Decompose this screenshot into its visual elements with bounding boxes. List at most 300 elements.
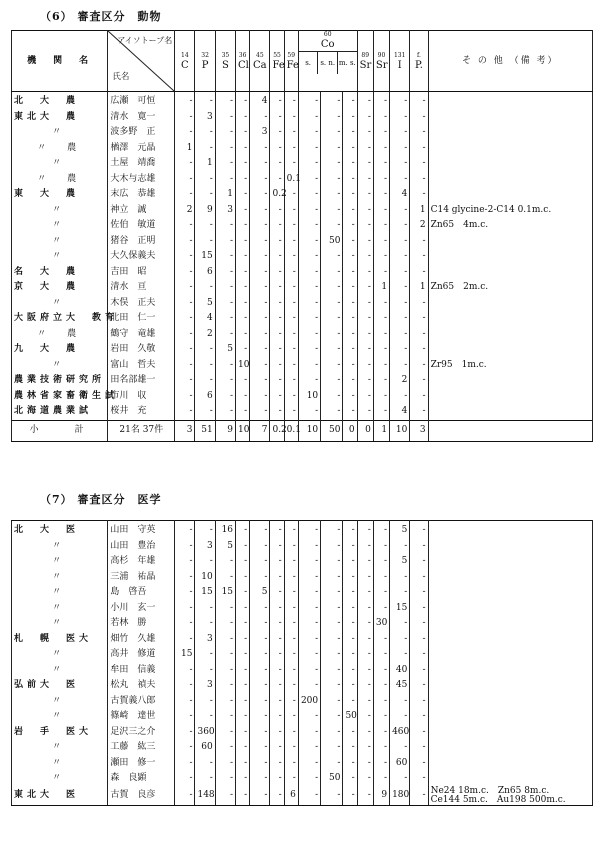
value-cell: 45 [390,678,410,694]
org-cell: 〃 [12,358,108,374]
value-cell: - [175,296,195,312]
value-cell: - [321,694,343,710]
value-cell: - [357,141,373,157]
value-cell: - [270,787,284,806]
value-cell: - [390,203,410,219]
value-cell: - [195,218,215,234]
value-cell: 4 [390,187,410,203]
value-cell: - [373,125,389,141]
value-cell: - [270,521,284,539]
value-cell: - [321,570,343,586]
value-cell: - [373,187,389,203]
value-cell: - [215,156,235,172]
value-cell: - [357,787,373,806]
value-cell: - [236,110,250,126]
subtotal-value: 0.1 [284,420,298,441]
remarks-cell [428,539,592,555]
value-cell: - [390,249,410,265]
value-cell: - [298,632,320,648]
value-cell: - [195,125,215,141]
value-cell: - [343,389,357,405]
value-cell: - [298,327,320,343]
value-cell: - [270,632,284,648]
name-cell: 高井 修道 [108,647,175,663]
value-cell: - [390,740,410,756]
value-cell: - [373,373,389,389]
value-cell: - [321,125,343,141]
value-cell: - [321,601,343,617]
value-cell: 148 [195,787,215,806]
org-cell: 〃 [12,249,108,265]
value-cell: - [410,570,428,586]
value-cell: - [410,125,428,141]
remarks-cell [428,404,592,420]
value-cell: 2 [195,327,215,343]
remarks-cell [428,249,592,265]
value-cell: - [410,92,428,110]
name-cell: 田名部雄一 [108,373,175,389]
value-cell: - [175,249,195,265]
value-cell: - [373,110,389,126]
value-cell: - [175,125,195,141]
value-cell: - [410,787,428,806]
value-cell: - [357,311,373,327]
value-cell: 5 [215,539,235,555]
value-cell: - [321,663,343,679]
table-row [12,156,593,172]
value-cell: - [215,756,235,772]
header-element-35S: 35 S [215,31,235,92]
value-cell: - [373,554,389,570]
org-cell: 弘前大 医 [12,678,108,694]
value-cell: - [298,709,320,725]
table-row [12,92,593,110]
value-cell: - [357,110,373,126]
org-cell: 農林省家畜衛生試 [12,389,108,405]
value-cell: - [195,554,215,570]
value-cell: - [410,265,428,281]
table-row [12,404,593,420]
subtotal-value: 51 [195,420,215,441]
value-cell: - [250,265,270,281]
value-cell: - [357,156,373,172]
value-cell: - [357,296,373,312]
table-row [12,296,593,312]
value-cell: - [270,110,284,126]
value-cell: - [357,389,373,405]
value-cell: - [195,601,215,617]
value-cell: - [298,601,320,617]
value-cell: - [373,172,389,188]
value-cell: - [215,554,235,570]
value-cell: - [357,570,373,586]
value-cell: - [373,389,389,405]
value-cell: - [390,296,410,312]
org-cell: 〃 [12,203,108,219]
value-cell: - [236,187,250,203]
value-cell: - [373,358,389,374]
remarks-cell [428,570,592,586]
value-cell: - [175,616,195,632]
value-cell: - [195,756,215,772]
value-cell: - [250,771,270,787]
value-cell: 4 [250,92,270,110]
org-cell: 〃 [12,709,108,725]
value-cell: - [357,694,373,710]
value-cell: - [236,678,250,694]
value-cell: - [343,218,357,234]
value-cell: - [284,141,298,157]
value-cell: - [175,358,195,374]
value-cell: - [250,756,270,772]
value-cell: - [284,218,298,234]
org-cell: 〃 [12,570,108,586]
value-cell: - [410,601,428,617]
value-cell: - [270,570,284,586]
value-cell: - [373,311,389,327]
value-cell: - [298,234,320,250]
value-cell: - [357,404,373,420]
value-cell: - [321,187,343,203]
table-row [12,663,593,679]
subtotal-value: 0.2 [270,420,284,441]
value-cell: - [390,585,410,601]
value-cell: - [298,404,320,420]
value-cell: - [270,616,284,632]
value-cell: 6 [195,389,215,405]
value-cell: - [195,141,215,157]
value-cell: - [284,110,298,126]
value-cell: - [215,358,235,374]
value-cell: - [343,92,357,110]
value-cell: - [236,756,250,772]
value-cell: - [195,234,215,250]
value-cell: - [357,280,373,296]
value-cell: - [284,187,298,203]
value-cell: - [321,709,343,725]
value-cell: - [321,203,343,219]
value-cell: 2 [175,203,195,219]
value-cell: - [270,678,284,694]
remarks-cell [428,756,592,772]
value-cell: - [343,632,357,648]
value-cell: - [298,616,320,632]
remarks-cell [428,709,592,725]
value-cell: 3 [215,203,235,219]
value-cell: 6 [284,787,298,806]
org-cell: 大阪府立大 教育 [12,311,108,327]
table-row [12,694,593,710]
value-cell: 10 [298,389,320,405]
value-cell: - [250,616,270,632]
value-cell: 5 [195,296,215,312]
value-cell: - [215,110,235,126]
value-cell: - [215,234,235,250]
value-cell: - [270,172,284,188]
value-cell: - [270,92,284,110]
value-cell: - [250,389,270,405]
value-cell: - [195,709,215,725]
value-cell: - [270,265,284,281]
subtotal-value: 0 [357,420,373,441]
table-row [12,172,593,188]
value-cell: - [270,203,284,219]
value-cell: - [215,616,235,632]
value-cell: - [357,539,373,555]
value-cell: - [284,311,298,327]
value-cell: - [343,647,357,663]
value-cell: - [175,709,195,725]
value-cell: - [284,234,298,250]
value-cell: - [270,125,284,141]
value-cell: - [357,601,373,617]
value-cell: - [321,756,343,772]
value-cell: - [195,373,215,389]
value-cell: - [373,539,389,555]
value-cell: - [236,342,250,358]
value-cell: - [215,172,235,188]
value-cell: - [236,327,250,343]
value-cell: - [410,521,428,539]
value-cell: - [321,358,343,374]
value-cell: - [175,554,195,570]
value-cell: - [175,187,195,203]
value-cell: 9 [373,787,389,806]
value-cell: - [175,678,195,694]
name-cell: 島 啓吾 [108,585,175,601]
value-cell: - [373,570,389,586]
value-cell: 15 [175,647,195,663]
value-cell: - [357,554,373,570]
subtotal-value: 3 [410,420,428,441]
header-element-36Cl: 36 Cl [236,31,250,92]
header-remarks-label: そ の 他 （備 考） [428,31,592,92]
value-cell: - [321,156,343,172]
value-cell: - [236,771,250,787]
table-row [12,110,593,126]
remarks-cell [428,110,592,126]
section6-table [11,30,593,442]
name-cell: 猪谷 正明 [108,234,175,250]
table-row [12,141,593,157]
value-cell: - [284,632,298,648]
value-cell: - [373,404,389,420]
value-cell: - [343,249,357,265]
value-cell: - [284,373,298,389]
remarks-cell: C14 glycine-2-C14 0.1m.c. [428,203,592,219]
org-cell: 〃 農 [12,172,108,188]
header-isotope-label: アイソトープ名 [117,36,173,45]
value-cell: - [343,265,357,281]
value-cell: - [410,311,428,327]
value-cell: - [215,725,235,741]
value-cell: - [390,156,410,172]
value-cell: - [195,521,215,539]
value-cell: - [410,172,428,188]
org-cell: 東北大 医 [12,787,108,806]
org-cell: 〃 [12,156,108,172]
value-cell: - [343,521,357,539]
subtotal-remarks [428,420,592,441]
value-cell: - [410,585,428,601]
value-cell: - [373,156,389,172]
value-cell: - [321,218,343,234]
value-cell: - [321,616,343,632]
value-cell: - [215,740,235,756]
value-cell: 3 [195,678,215,694]
value-cell: - [321,404,343,420]
value-cell: 50 [343,709,357,725]
value-cell: - [270,771,284,787]
name-cell: 神立 誠 [108,203,175,219]
value-cell: - [270,709,284,725]
value-cell: - [410,156,428,172]
value-cell: - [410,327,428,343]
value-cell: - [298,156,320,172]
value-cell: - [390,327,410,343]
value-cell: - [215,709,235,725]
header-element-14C: 14 C [175,31,195,92]
value-cell: - [215,601,235,617]
remarks-cell [428,554,592,570]
value-cell: - [236,203,250,219]
value-cell: - [250,187,270,203]
value-cell: - [270,694,284,710]
remarks-cell [428,296,592,312]
name-cell: 市川 収 [108,389,175,405]
value-cell: 1 [410,203,428,219]
value-cell: - [357,125,373,141]
value-cell: - [195,187,215,203]
org-cell: 〃 [12,771,108,787]
value-cell: - [250,694,270,710]
value-cell: - [390,92,410,110]
value-cell: 360 [195,725,215,741]
value-cell: - [270,740,284,756]
value-cell: 1 [175,141,195,157]
name-cell: 若林 勝 [108,616,175,632]
header-element-89Sr: 89 Sr [357,31,373,92]
value-cell: - [390,389,410,405]
name-cell: 瀬田 修一 [108,756,175,772]
value-cell: - [298,771,320,787]
value-cell: 40 [390,663,410,679]
value-cell: - [175,725,195,741]
value-cell: - [357,218,373,234]
table-row [12,249,593,265]
value-cell: - [373,647,389,663]
value-cell: - [410,234,428,250]
value-cell: - [321,554,343,570]
value-cell: - [298,187,320,203]
value-cell: - [236,389,250,405]
name-cell: 山田 豊治 [108,539,175,555]
table-row [12,342,593,358]
name-cell: 波多野 正 [108,125,175,141]
value-cell: - [250,342,270,358]
table-row [12,234,593,250]
value-cell: - [236,694,250,710]
value-cell: - [250,296,270,312]
value-cell: - [215,663,235,679]
value-cell: - [236,632,250,648]
value-cell: - [390,110,410,126]
value-cell: - [284,342,298,358]
value-cell: - [357,632,373,648]
value-cell: - [215,218,235,234]
value-cell: - [390,647,410,663]
value-cell: - [175,521,195,539]
value-cell: - [175,218,195,234]
table-row [12,570,593,586]
value-cell: - [390,539,410,555]
value-cell: - [357,616,373,632]
value-cell: - [236,218,250,234]
value-cell: - [250,373,270,389]
value-cell: - [236,234,250,250]
subtotal-value: 50 [321,420,343,441]
value-cell: 60 [390,756,410,772]
value-cell: - [284,280,298,296]
value-cell: - [357,327,373,343]
value-cell: - [215,694,235,710]
table-row [12,521,593,539]
value-cell: - [298,218,320,234]
value-cell: 6 [195,265,215,281]
value-cell: - [284,570,298,586]
value-cell: - [343,585,357,601]
table-row [12,554,593,570]
section7-title: （7） 審査区分 医学 [40,493,162,506]
value-cell: - [270,234,284,250]
value-cell: 9 [195,203,215,219]
remarks-cell [428,632,592,648]
value-cell: - [321,265,343,281]
value-cell: - [357,725,373,741]
value-cell: - [284,554,298,570]
value-cell: - [250,141,270,157]
value-cell: - [357,647,373,663]
value-cell: - [410,663,428,679]
name-cell: 森 良顕 [108,771,175,787]
org-cell: 〃 [12,554,108,570]
value-cell: - [410,632,428,648]
value-cell: - [373,234,389,250]
value-cell: - [373,342,389,358]
value-cell: - [298,554,320,570]
value-cell: - [236,373,250,389]
table-row [12,203,593,219]
value-cell: - [270,663,284,679]
value-cell: - [321,787,343,806]
table-row [12,601,593,617]
value-cell: - [236,311,250,327]
value-cell: - [270,156,284,172]
value-cell: - [390,358,410,374]
value-cell: - [390,125,410,141]
value-cell: - [236,616,250,632]
value-cell: - [236,647,250,663]
value-cell: - [270,585,284,601]
value-cell: - [284,156,298,172]
value-cell: - [410,539,428,555]
value-cell: - [250,740,270,756]
value-cell: - [250,787,270,806]
value-cell: - [343,172,357,188]
value-cell: - [390,632,410,648]
value-cell: - [175,756,195,772]
name-cell: 足沢三之介 [108,725,175,741]
